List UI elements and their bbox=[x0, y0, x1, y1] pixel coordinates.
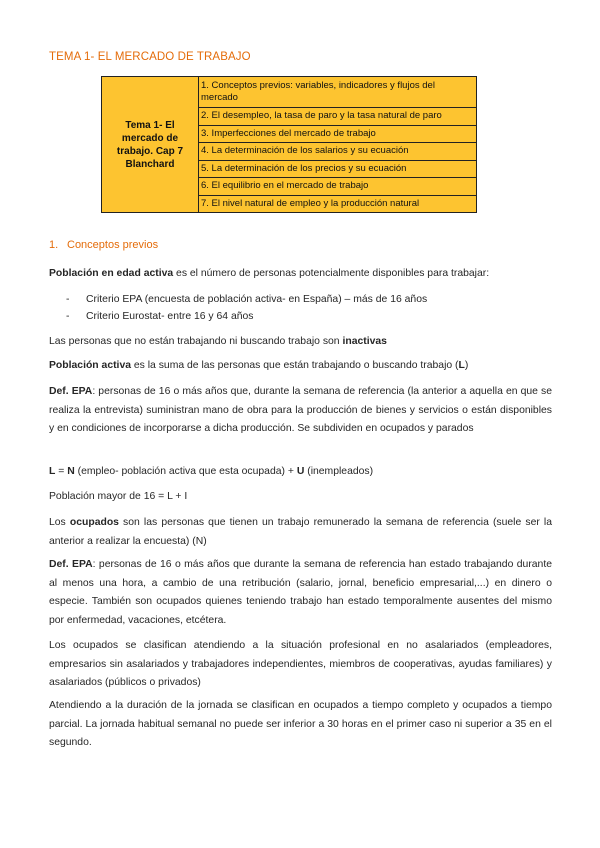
paragraph-ocupados bbox=[49, 514, 552, 551]
topic-item: 7. El nivel natural de empleo y la producción natural bbox=[199, 195, 477, 213]
topic-item: 3. Imperfecciones del mercado de trabajo bbox=[199, 125, 477, 143]
list-item-text: Criterio EPA (encuesta de población activa- en España) – más de 16 años bbox=[86, 294, 428, 305]
text: : personas de 16 o más años que, durante la semana de referencia (la anterior a aquella en que se realiza la entrevista) suministran mano de obra para la producción de bienes y servicios o están disponibles y en condiciones de incorporarse a dicha producción. Se subdividen en ocupados y parados bbox=[49, 386, 552, 434]
text: : personas de 16 o más años que durante la semana de referencia han estado trabajando durante al menos una hora, a cambio de una retribución (salario, jornal, beneficio empresarial,...) en dinero o especie. También son ocupados quienes teniendo trabajo han estado temporalmente ausentes del mismo por enfermedad, vacaciones, etcétera. bbox=[49, 559, 552, 626]
paragraph-formula-l bbox=[49, 463, 552, 482]
term: ocupados bbox=[69, 517, 119, 528]
topic-item: 5. La determinación de los precios y su ecuación bbox=[199, 160, 477, 178]
text: son las personas que tienen un trabajo remunerado la semana de referencia (suele ser la anterior a realizar la encuesta) (N) bbox=[49, 517, 553, 547]
text: es la suma de las personas que están trabajando o buscando trabajo ( bbox=[131, 360, 459, 371]
text: Los bbox=[49, 517, 70, 528]
text: es el número de personas potencialmente disponibles para trabajar: bbox=[173, 268, 490, 279]
document-title: TEMA 1- EL MERCADO DE TRABAJO bbox=[49, 51, 251, 63]
text: ) bbox=[464, 360, 469, 371]
list-item: - Criterio Eurostat- entre 16 y 64 años bbox=[66, 311, 254, 322]
paragraph-def-epa-ocupados bbox=[49, 556, 552, 630]
term: inactivas bbox=[342, 336, 387, 347]
topic-table bbox=[101, 76, 477, 213]
list-item: - Criterio EPA (encuesta de población activa- en España) – más de 16 años bbox=[66, 294, 428, 305]
term: Def. EPA bbox=[49, 559, 93, 570]
list-item-text: Criterio Eurostat- entre 16 y 64 años bbox=[86, 311, 254, 322]
topic-item: 1. Conceptos previos: variables, indicadores y flujos del mercado bbox=[199, 77, 477, 108]
text: (inempleados) bbox=[304, 466, 374, 477]
paragraph-clasificacion-situacion: Los ocupados se clasifican atendiendo a la situación profesional en no asalariados (empleadores, empresarios sin asalariados y trabajadores independientes, miembros de cooperativas, ayudas familiares) y asalariados (públicos o privados) bbox=[49, 640, 552, 688]
paragraph-poblacion-edad-activa bbox=[49, 265, 552, 284]
term: Def. EPA bbox=[49, 386, 93, 397]
paragraph-def-epa-activa bbox=[49, 383, 552, 439]
paragraph-inactivas bbox=[49, 333, 552, 352]
paragraph-poblacion-activa bbox=[49, 357, 552, 376]
term: Población en edad activa bbox=[49, 268, 174, 279]
topic-item: 6. El equilibrio en el mercado de trabajo bbox=[199, 178, 477, 196]
term: U bbox=[296, 466, 305, 477]
text: = bbox=[55, 466, 68, 477]
text: Las personas que no están trabajando ni buscando trabajo son bbox=[49, 336, 343, 347]
term: Población activa bbox=[49, 360, 131, 371]
topic-item: 4. La determinación de los salarios y su ecuación bbox=[199, 143, 477, 161]
term: L bbox=[49, 466, 56, 477]
paragraph-clasificacion-jornada: Atendiendo a la duración de la jornada se clasifican en ocupados a tiempo completo y ocupados a tiempo parcial. La jornada habitual semanal no puede ser inferior a 30 horas en el primer caso ni superior a 35 en el segundo. bbox=[49, 700, 552, 748]
term: N bbox=[67, 466, 75, 477]
text: (empleo- población activa que esta ocupada) + bbox=[74, 466, 297, 477]
paragraph-formula-poblacion: Población mayor de 16 = L + I bbox=[49, 491, 188, 502]
section-title: Conceptos previos bbox=[67, 239, 159, 251]
term: L bbox=[458, 360, 465, 371]
section-number: 1. bbox=[49, 239, 59, 251]
topic-label: Tema 1- El mercado de trabajo. Cap 7 Blanchard bbox=[102, 77, 199, 213]
section-heading bbox=[49, 239, 158, 251]
topic-item: 2. El desempleo, la tasa de paro y la tasa natural de paro bbox=[199, 108, 477, 126]
